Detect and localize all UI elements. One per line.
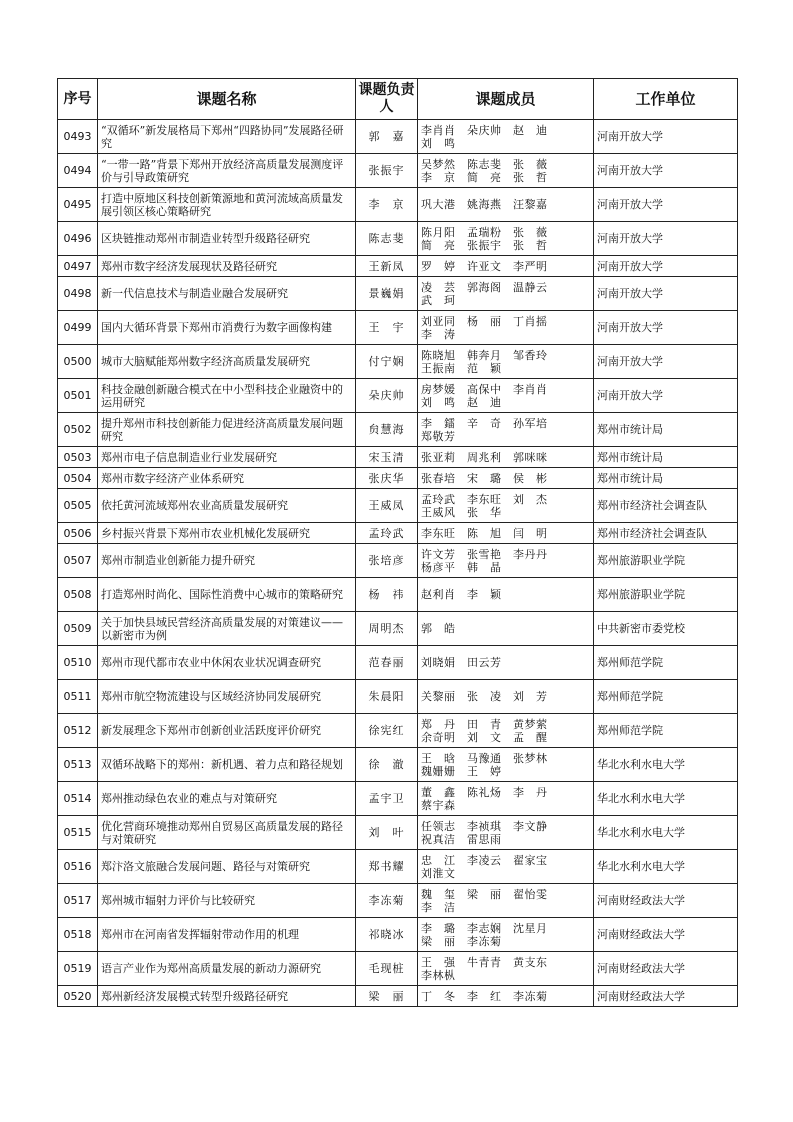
project-lead: 张振宇 — [356, 154, 418, 188]
project-members: 罗 婷 许亚文 李严明 — [418, 256, 594, 277]
project-title: 新发展理念下郑州市创新创业活跃度评价研究 — [98, 714, 356, 748]
project-lead: 李冻菊 — [356, 884, 418, 918]
work-unit: 华北水利水电大学 — [594, 850, 738, 884]
table-row — [58, 646, 738, 680]
project-title: 新一代信息技术与制造业融合发展研究 — [98, 277, 356, 311]
project-lead: 朱晨阳 — [356, 680, 418, 714]
table-row — [58, 277, 738, 311]
project-title: 关于加快县域民营经济高质量发展的对策建议——以新密市为例 — [98, 612, 356, 646]
project-members: 忠 江 李凌云 翟家宝 刘淮文 — [418, 850, 594, 884]
project-members: 魏 玺 梁 丽 翟怡雯 李 洁 — [418, 884, 594, 918]
project-members: 王 晗 马豫通 张梦林 魏姗姗 王 婷 — [418, 748, 594, 782]
project-lead: 景巍娟 — [356, 277, 418, 311]
work-unit: 郑州旅游职业学院 — [594, 578, 738, 612]
row-number: 0493 — [58, 120, 98, 154]
row-number: 0504 — [58, 468, 98, 489]
row-number: 0518 — [58, 918, 98, 952]
table-row — [58, 816, 738, 850]
work-unit: 郑州市经济社会调查队 — [594, 523, 738, 544]
project-members: 刘晓娟 田云芳 — [418, 646, 594, 680]
header-title: 课题名称 — [98, 79, 356, 120]
project-members: 郭 皓 — [418, 612, 594, 646]
project-title: 郑州推动绿色农业的难点与对策研究 — [98, 782, 356, 816]
work-unit: 河南开放大学 — [594, 277, 738, 311]
row-number: 0503 — [58, 447, 98, 468]
table-row — [58, 311, 738, 345]
project-members: 郑 丹 田 青 黄梦萦 余奇明 刘 文 孟 醒 — [418, 714, 594, 748]
table-row — [58, 120, 738, 154]
project-lead: 张培彦 — [356, 544, 418, 578]
project-title: 郑州市数字经济产业体系研究 — [98, 468, 356, 489]
row-number: 0494 — [58, 154, 98, 188]
row-number: 0506 — [58, 523, 98, 544]
project-members: 关黎丽 张 凌 刘 芳 — [418, 680, 594, 714]
project-members: 董 鑫 陈礼炀 李 丹 蔡宇森 — [418, 782, 594, 816]
project-members: 赵利肖 李 颖 — [418, 578, 594, 612]
project-title: 科技金融创新融合模式在中小型科技企业融资中的运用研究 — [98, 379, 356, 413]
project-members: 陈晓旭 韩奔月 邹香玲 王振南 范 颖 — [418, 345, 594, 379]
project-lead: 刘 叶 — [356, 816, 418, 850]
project-lead: 付宁娴 — [356, 345, 418, 379]
project-title: 郑州市在河南省发挥辐射带动作用的机理 — [98, 918, 356, 952]
table-row — [58, 489, 738, 523]
work-unit: 华北水利水电大学 — [594, 782, 738, 816]
row-number: 0511 — [58, 680, 98, 714]
table-row — [58, 612, 738, 646]
project-lead: 贠慧海 — [356, 413, 418, 447]
project-title: 郑汴洛文旅融合发展问题、路径与对策研究 — [98, 850, 356, 884]
project-title: 双循环战略下的郑州：新机遇、着力点和路径规划 — [98, 748, 356, 782]
project-lead: 杨 祎 — [356, 578, 418, 612]
project-lead: 李 京 — [356, 188, 418, 222]
work-unit: 郑州师范学院 — [594, 646, 738, 680]
header-members: 课题成员 — [418, 79, 594, 120]
row-number: 0502 — [58, 413, 98, 447]
project-lead: 宋玉清 — [356, 447, 418, 468]
project-members: 任领志 李祯琪 李文静 祝真洁 雷思雨 — [418, 816, 594, 850]
row-number: 0516 — [58, 850, 98, 884]
project-title: 区块链推动郑州市制造业转型升级路径研究 — [98, 222, 356, 256]
project-members: 李东旺 陈 旭 闫 明 — [418, 523, 594, 544]
project-lead: 王威凤 — [356, 489, 418, 523]
header-lead: 课题负责人 — [356, 79, 418, 120]
project-title: 乡村振兴背景下郑州市农业机械化发展研究 — [98, 523, 356, 544]
project-lead: 徐 澈 — [356, 748, 418, 782]
project-title: 郑州市数字经济发展现状及路径研究 — [98, 256, 356, 277]
table-row — [58, 379, 738, 413]
work-unit: 华北水利水电大学 — [594, 816, 738, 850]
project-members: 孟玲武 李东旺 刘 杰 王威风 张 华 — [418, 489, 594, 523]
project-title: 优化营商环境推动郑州自贸易区高质量发展的路径与对策研究 — [98, 816, 356, 850]
row-number: 0505 — [58, 489, 98, 523]
project-title: 郑州市电子信息制造业行业发展研究 — [98, 447, 356, 468]
work-unit: 河南财经政法大学 — [594, 986, 738, 1007]
work-unit: 中共新密市委党校 — [594, 612, 738, 646]
table-row — [58, 986, 738, 1007]
project-members: 张春培 宋 璐 侯 彬 — [418, 468, 594, 489]
project-members: 刘亚同 杨 丽 丁肖摇 李 涛 — [418, 311, 594, 345]
project-lead: 周明杰 — [356, 612, 418, 646]
header-no: 序号 — [58, 79, 98, 120]
project-title: 打造郑州时尚化、国际性消费中心城市的策略研究 — [98, 578, 356, 612]
project-lead: 陈志斐 — [356, 222, 418, 256]
project-lead: 徐宪红 — [356, 714, 418, 748]
table-row — [58, 222, 738, 256]
work-unit: 河南财经政法大学 — [594, 884, 738, 918]
project-members: 李肖肖 朵庆帅 赵 迪 刘 鸣 — [418, 120, 594, 154]
project-members: 房梦媛 高保中 李肖肖 刘 鸣 赵 迪 — [418, 379, 594, 413]
project-members: 吴梦然 陈志斐 张 薇 李 京 简 亮 张 哲 — [418, 154, 594, 188]
table-row — [58, 884, 738, 918]
table-row — [58, 918, 738, 952]
project-title: 语言产业作为郑州高质量发展的新动力源研究 — [98, 952, 356, 986]
table-row — [58, 447, 738, 468]
project-members: 王 强 牛青青 黄支东 李林枞 — [418, 952, 594, 986]
table-row — [58, 782, 738, 816]
work-unit: 郑州市统计局 — [594, 447, 738, 468]
project-table — [57, 78, 738, 1007]
project-members: 李 璐 李志娴 沈星月 梁 丽 李冻菊 — [418, 918, 594, 952]
work-unit: 河南开放大学 — [594, 311, 738, 345]
row-number: 0512 — [58, 714, 98, 748]
project-lead: 郭 嘉 — [356, 120, 418, 154]
row-number: 0510 — [58, 646, 98, 680]
project-members: 陈月阳 孟瑞粉 张 薇 简 亮 张振宇 张 哲 — [418, 222, 594, 256]
work-unit: 郑州师范学院 — [594, 680, 738, 714]
work-unit: 华北水利水电大学 — [594, 748, 738, 782]
project-lead: 梁 丽 — [356, 986, 418, 1007]
row-number: 0514 — [58, 782, 98, 816]
project-lead: 毛现桩 — [356, 952, 418, 986]
project-members: 许文芳 张雪艳 李丹丹 杨彦平 韩 晶 — [418, 544, 594, 578]
row-number: 0509 — [58, 612, 98, 646]
row-number: 0519 — [58, 952, 98, 986]
project-lead: 张庆华 — [356, 468, 418, 489]
table-row — [58, 714, 738, 748]
table-row — [58, 468, 738, 489]
work-unit: 郑州师范学院 — [594, 714, 738, 748]
project-title: 郑州市航空物流建设与区域经济协同发展研究 — [98, 680, 356, 714]
table-row — [58, 345, 738, 379]
project-members: 张亚莉 周兆利 郭咪咪 — [418, 447, 594, 468]
header-unit: 工作单位 — [594, 79, 738, 120]
work-unit: 河南开放大学 — [594, 256, 738, 277]
table-row — [58, 952, 738, 986]
work-unit: 河南财经政法大学 — [594, 952, 738, 986]
row-number: 0495 — [58, 188, 98, 222]
work-unit: 河南开放大学 — [594, 120, 738, 154]
work-unit: 郑州旅游职业学院 — [594, 544, 738, 578]
work-unit: 郑州市经济社会调查队 — [594, 489, 738, 523]
table-row — [58, 154, 738, 188]
work-unit: 河南开放大学 — [594, 345, 738, 379]
work-unit: 郑州市统计局 — [594, 468, 738, 489]
project-lead: 朵庆帅 — [356, 379, 418, 413]
project-lead: 孟宇卫 — [356, 782, 418, 816]
row-number: 0520 — [58, 986, 98, 1007]
project-title: “双循环”新发展格局下郑州“四路协同”发展路径研究 — [98, 120, 356, 154]
project-members: 丁 冬 李 红 李冻菊 — [418, 986, 594, 1007]
row-number: 0496 — [58, 222, 98, 256]
row-number: 0497 — [58, 256, 98, 277]
table-row — [58, 680, 738, 714]
table-row — [58, 256, 738, 277]
project-title: “一带一路”背景下郑州开放经济高质量发展测度评价与引导政策研究 — [98, 154, 356, 188]
project-members: 凌 芸 郭海阁 温静云 武 珂 — [418, 277, 594, 311]
row-number: 0513 — [58, 748, 98, 782]
row-number: 0501 — [58, 379, 98, 413]
project-lead: 王 宇 — [356, 311, 418, 345]
project-members: 李 鐳 辛 奇 孙军培 郑敬芳 — [418, 413, 594, 447]
project-title: 城市大脑赋能郑州数字经济高质量发展研究 — [98, 345, 356, 379]
table-row — [58, 850, 738, 884]
table-row — [58, 523, 738, 544]
row-number: 0515 — [58, 816, 98, 850]
project-title: 郑州城市辐射力评价与比较研究 — [98, 884, 356, 918]
work-unit: 河南开放大学 — [594, 379, 738, 413]
work-unit: 河南开放大学 — [594, 222, 738, 256]
row-number: 0499 — [58, 311, 98, 345]
project-title: 提升郑州市科技创新能力促进经济高质量发展问题研究 — [98, 413, 356, 447]
project-title: 依托黄河流域郑州农业高质量发展研究 — [98, 489, 356, 523]
project-lead: 郑书耀 — [356, 850, 418, 884]
project-title: 郑州市现代都市农业中休闲农业状况调查研究 — [98, 646, 356, 680]
row-number: 0507 — [58, 544, 98, 578]
work-unit: 河南财经政法大学 — [594, 918, 738, 952]
project-title: 郑州市制造业创新能力提升研究 — [98, 544, 356, 578]
table-row — [58, 544, 738, 578]
project-members: 巩大港 姚海燕 汪黎嘉 — [418, 188, 594, 222]
row-number: 0498 — [58, 277, 98, 311]
row-number: 0500 — [58, 345, 98, 379]
work-unit: 河南开放大学 — [594, 154, 738, 188]
table-row — [58, 413, 738, 447]
table-body — [58, 120, 738, 1007]
project-lead: 孟玲武 — [356, 523, 418, 544]
project-title: 国内大循环背景下郑州市消费行为数字画像构建 — [98, 311, 356, 345]
work-unit: 郑州市统计局 — [594, 413, 738, 447]
table-row — [58, 748, 738, 782]
header-row — [58, 79, 738, 120]
project-lead: 祁晓冰 — [356, 918, 418, 952]
row-number: 0508 — [58, 578, 98, 612]
table-row — [58, 188, 738, 222]
work-unit: 河南开放大学 — [594, 188, 738, 222]
project-lead: 王新凤 — [356, 256, 418, 277]
project-title: 郑州新经济发展模式转型升级路径研究 — [98, 986, 356, 1007]
project-title: 打造中原地区科技创新策源地和黄河流域高质量发展引领区核心策略研究 — [98, 188, 356, 222]
table-row — [58, 578, 738, 612]
row-number: 0517 — [58, 884, 98, 918]
project-lead: 范春丽 — [356, 646, 418, 680]
